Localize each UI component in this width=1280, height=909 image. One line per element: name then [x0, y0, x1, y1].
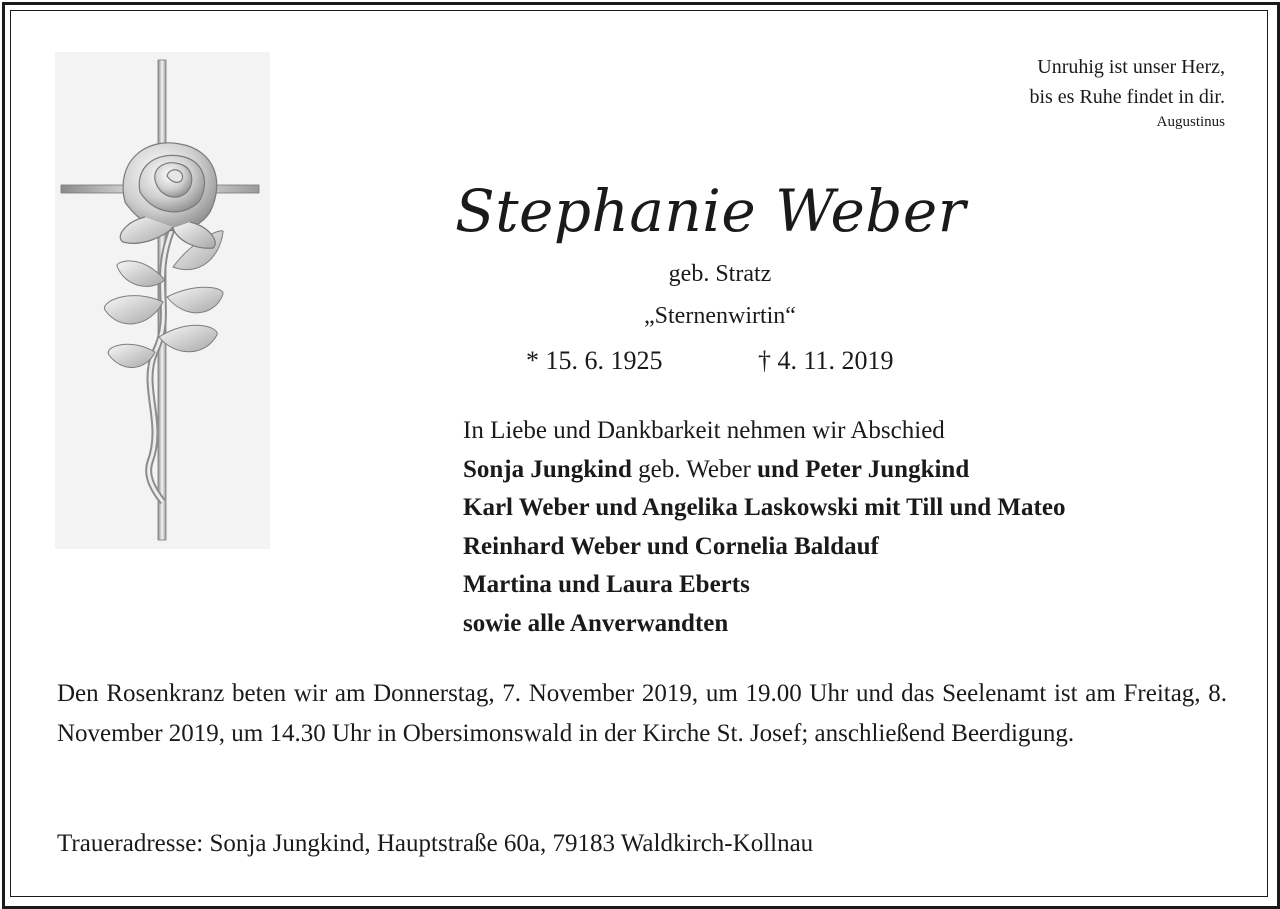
mourner-birth-name: geb. Weber [631, 455, 758, 483]
mourner-line: Reinhard Weber und Cornelia Baldauf [463, 532, 879, 560]
mourner-line: Karl Weber und Angelika Laskowski mit Till und Mateo [463, 494, 1066, 521]
mourner-name: Sonja Jungkind [463, 455, 632, 483]
quote-block [1029, 52, 1225, 132]
service-details: Den Rosenkranz beten wir am Donnerstag, 7. November 2019, um 19.00 Uhr und das Seelenamt ist am Freitag, 8. November 2019, um 14.30 Uhr in Obersimonswald in der Kirche St. Josef; anschließend Beerdigung. [57, 680, 1227, 747]
mourning-address: Traueradresse: Sonja Jungkind, Hauptstraße 60a, 79183 Waldkirch-Kollnau [57, 830, 814, 857]
cross-with-rose-icon [55, 52, 270, 549]
mourners-list [463, 412, 1065, 643]
mourner-line: Martina und Laura Eberts [463, 571, 750, 598]
deceased-name: Stephanie Weber [455, 177, 966, 245]
mourner-name: und Peter Jungkind [757, 455, 970, 483]
death-date: † 4. 11. 2019 [758, 346, 894, 375]
birth-name: geb. Stratz [668, 261, 772, 287]
mourners-intro: In Liebe und Dankbarkeit nehmen wir Abschied [463, 417, 945, 444]
mourner-line [463, 451, 1065, 490]
quote-line-2: bis es Ruhe findet in dir. [1029, 86, 1225, 108]
quote-line-1: Unruhig ist unser Herz, [1037, 56, 1225, 78]
birth-date: * 15. 6. 1925 [526, 346, 663, 375]
nickname: „Sternenwirtin“ [644, 303, 796, 329]
quote-author: Augustinus [1156, 114, 1225, 130]
mourner-line: sowie alle Anverwandten [463, 609, 729, 637]
